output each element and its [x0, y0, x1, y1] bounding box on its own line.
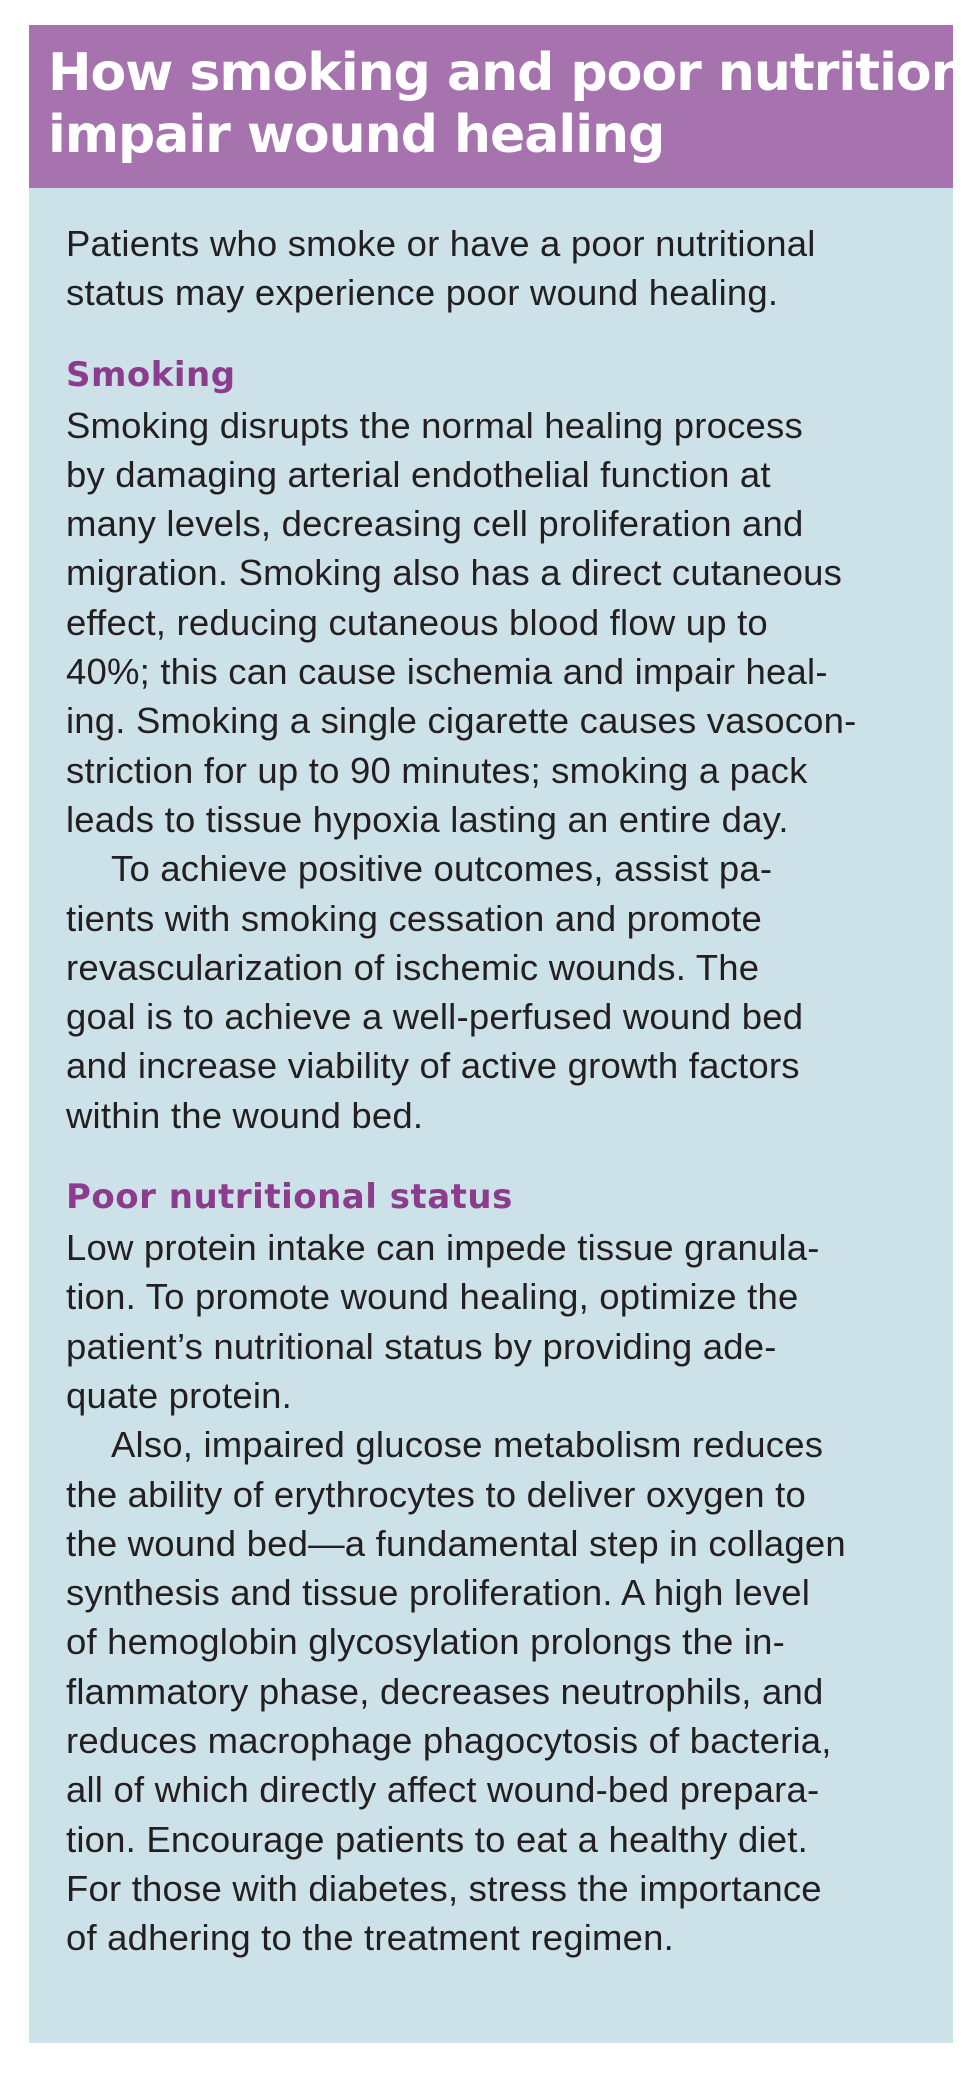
text-line: Patients who smoke or have a poor nutritional [66, 223, 816, 264]
header-bar [29, 25, 967, 188]
text-line: effect, reducing cutaneous blood flow up to [66, 601, 768, 643]
text-line: status may experience poor wound healing. [66, 272, 779, 314]
text-line: To achieve positive outcomes, assist pa- [111, 848, 773, 890]
text-line: of adhering to the treatment regimen. [66, 1917, 674, 1959]
text-line: 40%; this can cause ischemia and impair heal- [66, 651, 828, 693]
text-line: Low protein intake can impede tissue granula- [66, 1227, 820, 1269]
smoking-heading: Smoking [66, 354, 236, 395]
text-line: tion. Encourage patients to eat a healthy diet. [66, 1818, 808, 1860]
text-line: synthesis and tissue proliferation. A high level [66, 1572, 811, 1614]
smoking-paragraph-1 [66, 401, 923, 845]
text-line: patient’s nutritional status by providing ade- [66, 1325, 777, 1367]
content-area [29, 188, 953, 1963]
text-line: tion. To promote wound healing, optimize the [66, 1276, 799, 1318]
text-line: Also, impaired glucose metabolism reduces [111, 1424, 824, 1466]
text-line: flammatory phase, decreases neutrophils, and [66, 1670, 824, 1712]
sidebar-box [29, 25, 967, 2043]
text-line: revascularization of ischemic wounds. The [66, 946, 760, 988]
nutrition-paragraph-2 [66, 1420, 923, 1962]
text-line: leads to tissue hypoxia lasting an entire day. [66, 798, 789, 840]
text-line: Smoking disrupts the normal healing process [66, 404, 803, 446]
text-line: quate protein. [66, 1374, 293, 1416]
text-line: ing. Smoking a single cigarette causes vasocon- [66, 700, 857, 742]
nutrition-paragraph-1 [66, 1223, 923, 1420]
text-line: striction for up to 90 minutes; smoking a pack [66, 749, 808, 791]
title-line: impair wound healing [48, 105, 665, 165]
smoking-paragraph-2 [66, 844, 923, 1140]
page-title [48, 42, 967, 166]
text-line: migration. Smoking also has a direct cutaneous [66, 552, 843, 594]
text-line: goal is to achieve a well-perfused wound bed [66, 996, 804, 1038]
text-line: For those with diabetes, stress the importance [66, 1867, 822, 1909]
text-line: all of which directly affect wound-bed prepara- [66, 1769, 820, 1811]
intro-paragraph [66, 219, 923, 318]
text-line: many levels, decreasing cell proliferation and [66, 503, 804, 545]
text-line: the wound bed—a fundamental step in collagen [66, 1522, 846, 1564]
nutrition-heading: Poor nutritional status [66, 1177, 513, 1218]
text-line: of hemoglobin glycosylation prolongs the in- [66, 1621, 785, 1663]
text-line: the ability of erythrocytes to deliver oxygen to [66, 1473, 806, 1515]
text-line: within the wound bed. [66, 1094, 424, 1136]
text-line: by damaging arterial endothelial function at [66, 453, 771, 495]
title-line: How smoking and poor nutrition [48, 43, 967, 103]
smoking-section [66, 401, 923, 1140]
text-line: reduces macrophage phagocytosis of bacteria, [66, 1720, 832, 1762]
text-line: tients with smoking cessation and promote [66, 897, 762, 939]
nutrition-section [66, 1223, 923, 1962]
text-line: and increase viability of active growth factors [66, 1045, 800, 1087]
